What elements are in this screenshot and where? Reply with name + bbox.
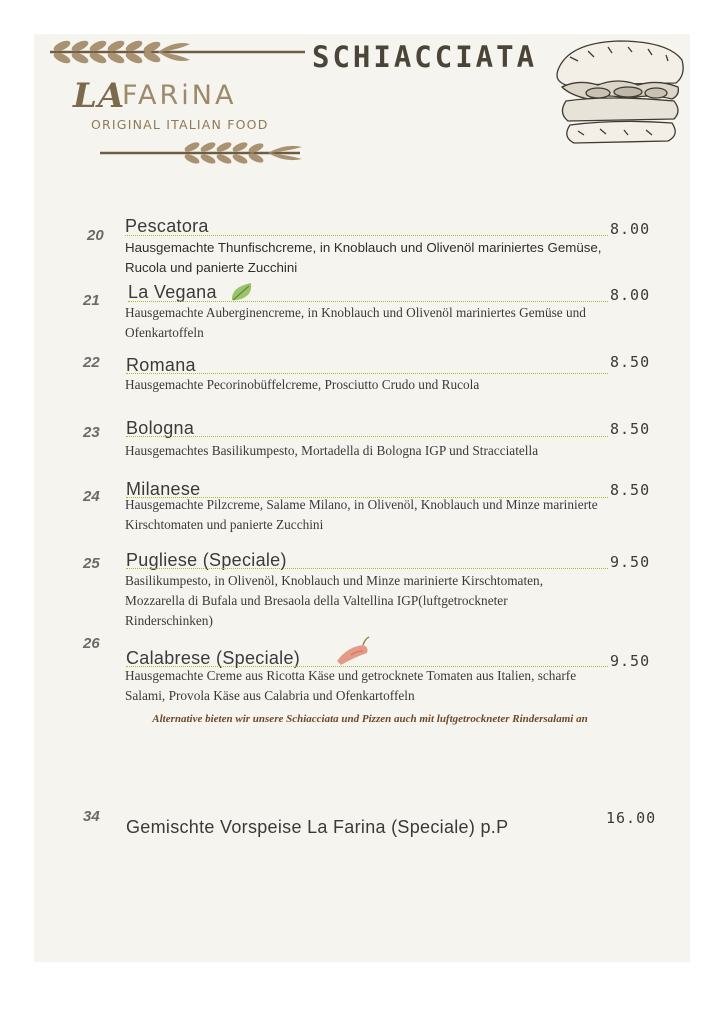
dotted-separator xyxy=(125,235,608,236)
item-description: Hausgemachte Thunfischcreme, in Knoblauch und Olivenöl mariniertes Gemüse, Rucola und panierte Zucchini xyxy=(125,240,602,275)
item-price: 8.50 xyxy=(610,481,651,499)
item-number: 26 xyxy=(83,635,100,652)
item-number: 21 xyxy=(83,292,100,309)
item-name: La Vegana xyxy=(128,282,217,302)
dotted-separator xyxy=(126,568,608,569)
item-price: 8.00 xyxy=(610,286,651,304)
item-description: Hausgemachte Creme aus Ricotta Käse und getrocknete Tomaten aus Italien, scharfe Salami, Provola Käse aus Calabria und Ofenkartoffeln xyxy=(125,668,577,703)
item-price: 9.50 xyxy=(610,652,651,670)
page-title: SCHIACCIATA xyxy=(312,40,538,74)
item-description: Basilikumpesto, in Olivenöl, Knoblauch und Minze marinierte Kirschtomaten, Mozzarella di Bufala und Bresaola della Valtellina IGP(luftgetrockneter Rinderschinken) xyxy=(125,573,544,628)
logo-tagline: ORIGINAL ITALIAN FOOD xyxy=(91,117,269,132)
extra-item-name: Gemischte Vorspeise La Farina (Speciale) p.P xyxy=(126,817,509,837)
item-name: Romana xyxy=(126,355,196,375)
dotted-separator xyxy=(126,373,608,374)
item-description: Hausgemachte Pecorinobüffelcreme, Prosciutto Crudo und Rucola xyxy=(125,377,480,392)
sandwich-illustration xyxy=(548,35,690,150)
item-number: 20 xyxy=(87,227,104,244)
item-number: 22 xyxy=(83,354,100,371)
item-number: 23 xyxy=(83,424,100,441)
dotted-separator xyxy=(126,436,608,437)
logo-la: LA xyxy=(73,76,126,116)
info-note: Alternative bieten wir unsere Schiacciata und Pizzen auch mit luftgetrockneter Rindersalami an xyxy=(152,713,588,725)
wheat-ornament-bottom xyxy=(100,139,305,169)
extra-item-price: 16.00 xyxy=(606,809,657,827)
item-name: Pugliese (Speciale) xyxy=(126,550,287,570)
item-name: Calabrese (Speciale) xyxy=(126,648,301,668)
item-description: Hausgemachtes Basilikumpesto, Mortadella di Bologna IGP und Stracciatella xyxy=(125,443,539,458)
item-name: Pescatora xyxy=(125,216,209,236)
item-description: Hausgemachte Auberginencreme, in Knoblauch und Olivenöl mariniertes Gemüse und Ofenkartoffeln xyxy=(125,305,586,340)
item-name: Milanese xyxy=(126,479,201,499)
chili-icon xyxy=(333,635,373,667)
item-price: 9.50 xyxy=(610,553,651,571)
item-number: 24 xyxy=(83,488,100,505)
item-price: 8.50 xyxy=(610,420,651,438)
item-price: 8.00 xyxy=(610,220,651,238)
item-name: Bologna xyxy=(126,418,195,438)
extra-item-number: 34 xyxy=(83,808,100,825)
item-price: 8.50 xyxy=(610,353,651,371)
leaf-icon xyxy=(229,281,255,303)
item-number: 25 xyxy=(83,555,100,572)
item-description: Hausgemachte Pilzcreme, Salame Milano, in Olivenöl, Knoblauch und Minze marinierte Kirschtomaten und panierte Zucchini xyxy=(125,497,598,532)
dotted-separator xyxy=(128,301,608,302)
logo-farina: FARiNA xyxy=(122,80,237,111)
wheat-ornament-top xyxy=(40,34,310,74)
